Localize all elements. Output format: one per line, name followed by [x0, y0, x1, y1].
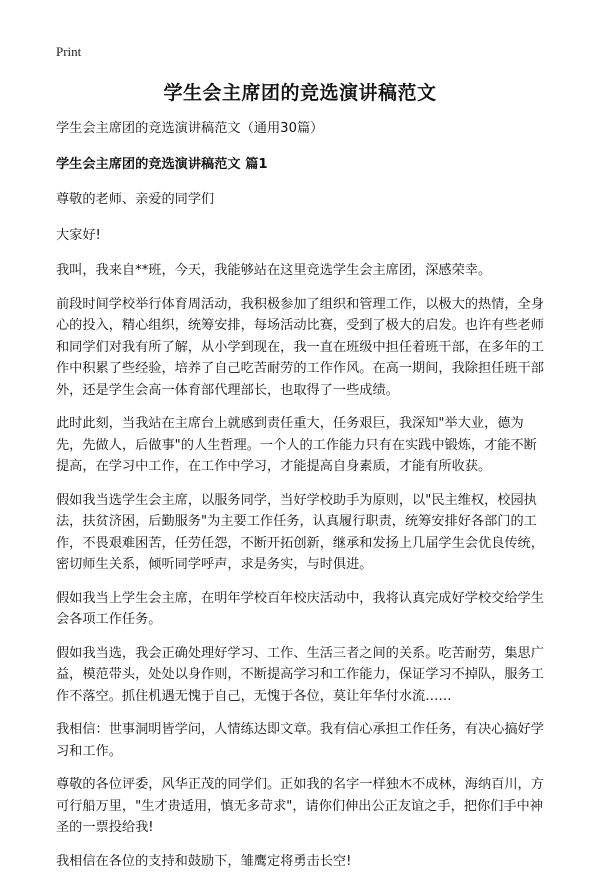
- document-title: 学生会主席团的竞选演讲稿范文: [163, 82, 437, 104]
- paragraph: 我相信：世事洞明皆学问，人情练达即文章。我有信心承担工作任务，有决心搞好学习和工作。: [56, 722, 544, 759]
- section-heading: 学生会主席团的竞选演讲稿范文 篇1: [56, 156, 268, 172]
- paragraph-salutation: 尊敬的老师、亲爱的同学们: [56, 192, 215, 207]
- document-body: [56, 118, 548, 884]
- paragraph-closing: 我相信在各位的支持和鼓励下，雏鹰定将勇击长空!: [56, 853, 352, 869]
- paragraph: 我叫，我来自**班，今天，我能够站在这里竞选学生会主席团，深感荣幸。: [56, 263, 492, 278]
- document-subtitle: 学生会主席团的竞选演讲稿范文（通用30篇）: [56, 121, 324, 136]
- paragraph: 假如我当选学生会主席，以服务同学，当好学校助手为原则，以"民主维权，校园执法，扶贫济困，后勤服务"为主要工作任务，认真履行职责，统筹安排好各部门的工作，不畏艰难困苦，任劳任怨，不断开拓创新，继承和发扬上几届学生会优良传统，密切师生关系，倾听同学呼声，求是务实，与时俱进。: [56, 492, 544, 572]
- print-link[interactable]: Print: [56, 44, 82, 59]
- paragraph: 假如我当上学生会主席，在明年学校百年校庆活动中，我将认真完成好学校交给学生会各项工作任务。: [56, 590, 544, 627]
- paragraph-greeting: 大家好!: [56, 227, 101, 243]
- paragraph: 假如我当选，我会正确处理好学习、工作、生活三者之间的关系。吃苦耐劳，集思广益，模范带头，处处以身作则，不断提高学习和工作能力，保证学习不掉队，服务工作不落空。抓住机遇无愧于自己，无愧于各位，莫让年华付水流……: [56, 645, 544, 704]
- paragraph: 前段时间学校举行体育周活动，我积极参加了组织和管理工作，以极大的热情，全身心的投入，精心组织，统筹安排，每场活动比赛，受到了极大的启发。也许有些老师和同学们对我有所了解，从小学到现在，我一直在班级中担任着班干部，在多年的工作中积累了些经验，培养了自己吃苦耐劳的工作作风。在高一期间，我除担任班干部外，还是学生会高一体育部代理部长，也取得了一些成绩。: [56, 296, 544, 398]
- paragraph: 此时此刻，当我站在主席台上就感到责任重大，任务艰巨，我深知"举大业，德为先，先做人，后做事"的人生哲理。一个人的工作能力只有在实践中锻炼，才能不断提高，在学习中工作，在工作中学习，才能提高自身素质，才能有所收获。: [56, 416, 537, 474]
- paragraph: 尊敬的各位评委，风华正茂的同学们。正如我的名字一样独木不成林，海纳百川，方可行船万里，"生才贵适用，慎无多苛求"，请你们伸出公正友谊之手，把你们手中神圣的一票投给我!: [56, 777, 544, 835]
